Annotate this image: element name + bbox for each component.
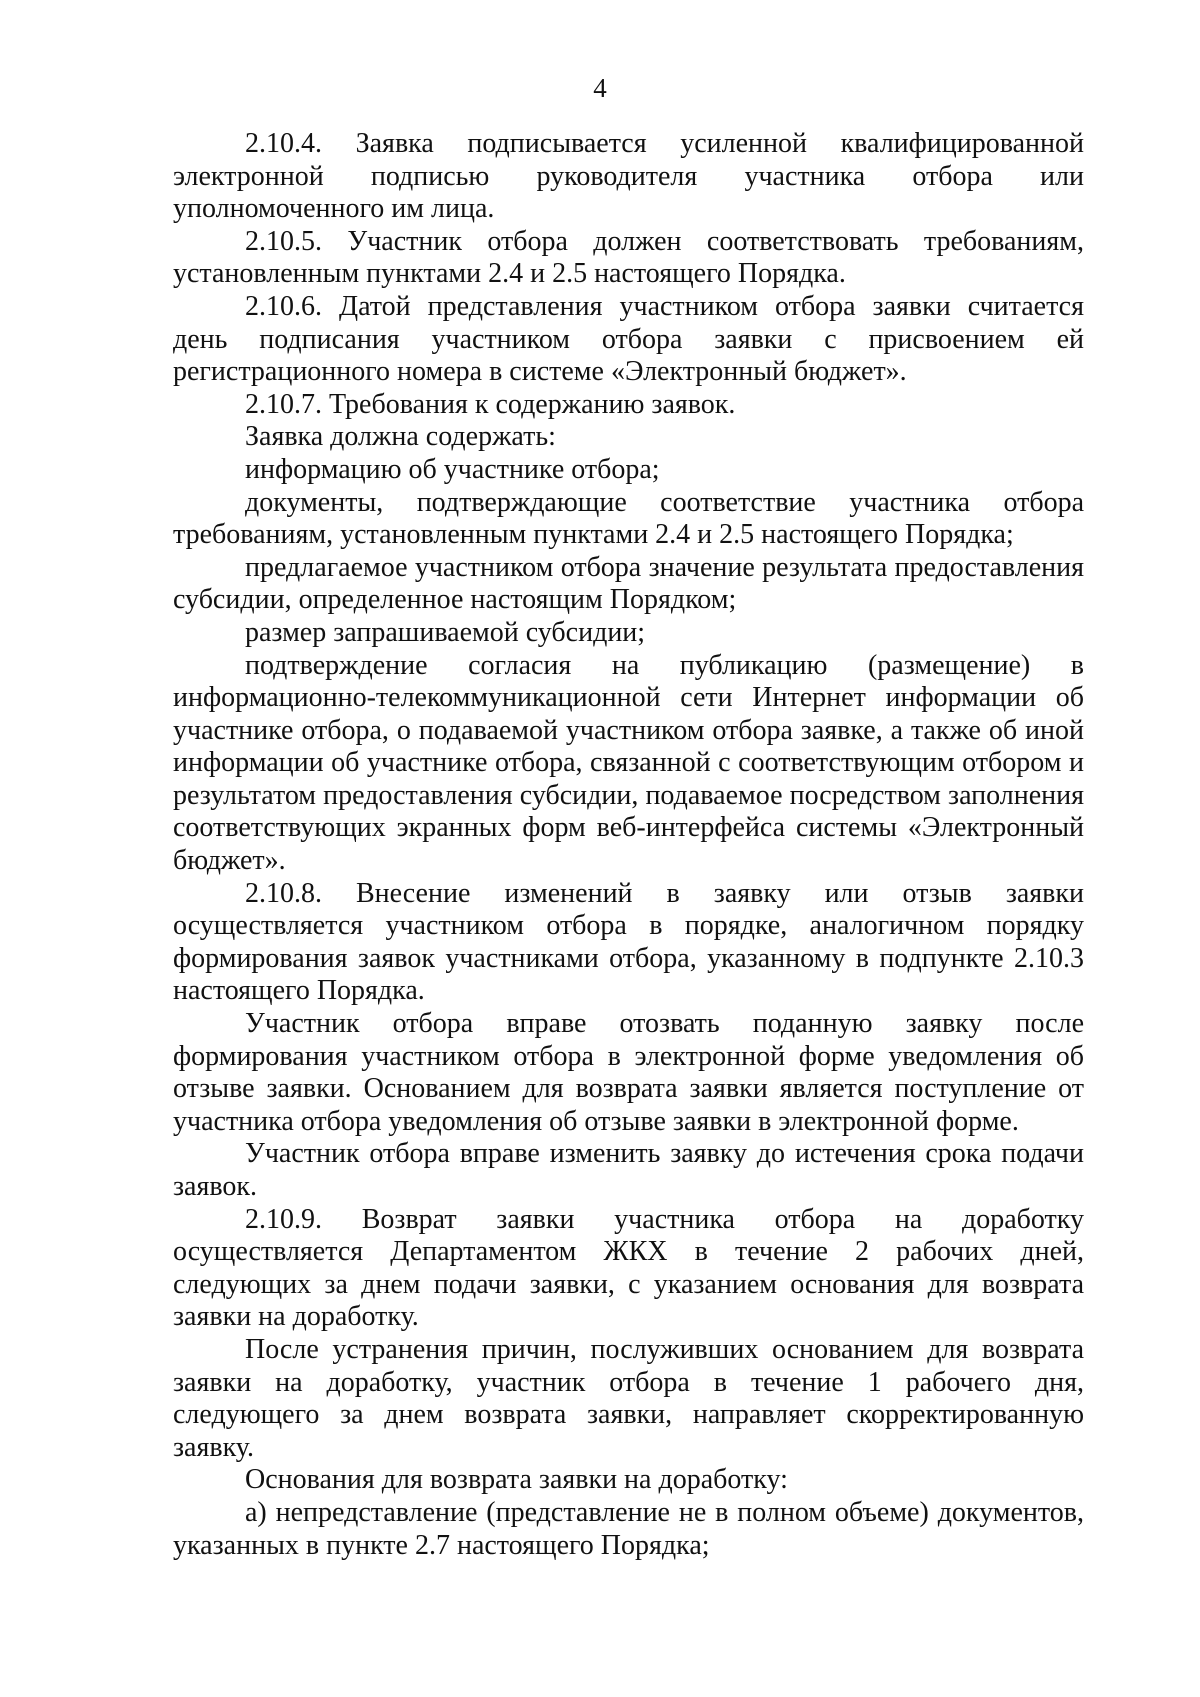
list-item-documents: документы, подтверждающие соответствие участника отбора требованиям, установленным пунктами 2.4 и 2.5 настоящего Порядка; [173, 486, 1084, 551]
list-item-ground-a: а) непредставление (представление не в полном объеме) документов, указанных в пункте 2.7 настоящего Порядка; [173, 1496, 1084, 1561]
paragraph-2-10-5: 2.10.5. Участник отбора должен соответствовать требованиям, установленным пунктами 2.4 и 2.5 настоящего Порядка. [173, 225, 1084, 290]
document-body [173, 128, 1084, 1562]
paragraph-2-10-4: 2.10.4. Заявка подписывается усиленной квалифицированной электронной подписью руководителя участника отбора или уполномоченного им лица. [173, 128, 1084, 225]
paragraph-2-10-9: 2.10.9. Возврат заявки участника отбора на доработку осуществляется Департаментом ЖКХ в течение 2 рабочих дней, следующих за днем подачи заявки, с указанием основания для возврата заявки на доработку. [173, 1203, 1084, 1333]
paragraph-2-10-7: 2.10.7. Требования к содержанию заявок. [245, 388, 736, 420]
list-item-subsidy-amount: размер запрашиваемой субсидии; [245, 616, 646, 648]
paragraph-withdrawal: Участник отбора вправе отозвать поданную заявку после формирования участником отбора в электронной форме уведомления об отзыве заявки. Основанием для возврата заявки является поступление от участника отбора уведомления об отзыве заявки в электронной форме. [173, 1008, 1084, 1137]
paragraph-2-10-6: 2.10.6. Датой представления участником отбора заявки считается день подписания участником отбора заявки с присвоением ей регистрационного номера в системе «Электронный бюджет». [173, 290, 1084, 388]
paragraph-2-10-8: 2.10.8. Внесение изменений в заявку или отзыв заявки осуществляется участником отбора в порядке, аналогичном порядку формирования заявок участниками отбора, указанному в подпункте 2.10.3 настоящего Порядка. [173, 877, 1084, 1007]
paragraph-resubmission: После устранения причин, послуживших основанием для возврата заявки на доработку, участник отбора в течение 1 рабочего дня, следующего за днем возврата заявки, направляет скорректированную заявку. [173, 1333, 1084, 1463]
paragraph-change-application: Участник отбора вправе изменить заявку до истечения срока подачи заявок. [173, 1138, 1084, 1202]
list-item-participant-info: информацию об участнике отбора; [245, 453, 660, 485]
list-item-result-value: предлагаемое участником отбора значение результата предоставления субсидии, определенное настоящим Порядком; [173, 551, 1084, 616]
paragraph-return-grounds: Основания для возврата заявки на доработку: [245, 1464, 788, 1496]
paragraph-application-contents: Заявка должна содержать: [245, 421, 556, 453]
list-item-publication-consent: подтверждение согласия на публикацию (размещение) в информационно-телекоммуникационной сети Интернет информации об участнике отбора, о подаваемой участником отбора заявке, а также об иной информации об участнике отбора, связанной с соответствующим отбором и результатом предоставления субсидии, подаваемое посредством заполнения соответствующих экранных форм веб-интерфейса системы «Электронный бюджет». [173, 649, 1084, 877]
page-number: 4 [593, 73, 607, 103]
